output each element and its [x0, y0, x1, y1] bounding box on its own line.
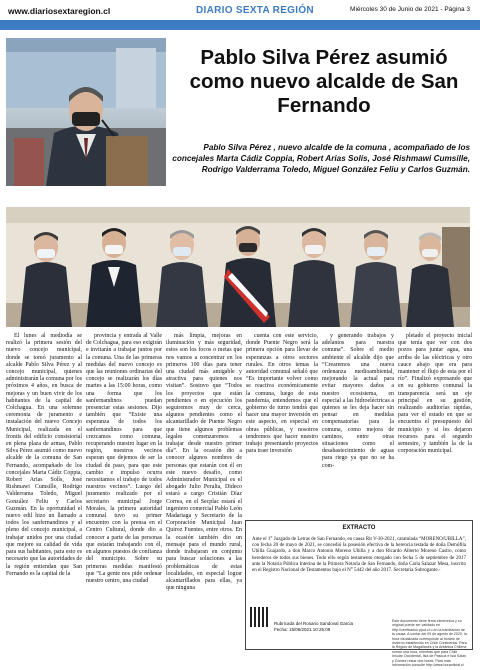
verification-note: Este documento tiene firma electrónica y su original puede ser validado en http://verificadoc.pjud.cl o en la tramitación de la causa. A contar del 09 de agosto de 2020, la hora visualizada corresponde al horario de invierno establecido en Chile Continental. Para la Región de Magallanes y la Antártica Chilena sumar una hora, mientras que para Chile Insular Occidental, Isla de Pascua e Isla Salas y Gómez restar dos horas. Para más información consulte http://www.horaoficial.cl — [392, 619, 467, 668]
qr-code-icon — [250, 607, 270, 627]
legal-notice-title: EXTRACTO — [342, 525, 376, 531]
article-column-5: y generando trabajos y adelantos para nuestra comuna”. Sobre el medio ambiente el alcalde dijo que “Crearemos una nueva ordenanza medioambiental, mejorando la actual para evitar mayores daños a nuestro ecosistema, en especial a las hidroeléctricas a quienes se les deja hacer sin pensar en medidas compensatorias para la comuna, como mejora de caminos, entre otras situaciones como el desabastecimiento de aguas para riego ya que no se ha com- — [322, 333, 394, 469]
article-column-3: más limpia, mejoras en iluminación y más seguridad, estos son los focos o metas que nos vamos a concentrar en los primeros 100 días para tener una ciudad más amigable y atractiva para quienes nos visitan”. Sostuvo que “Todos los proyectos que están pendientes o en ejecución los seguiremos muy de cerca, algunos pendientes como el alcantarillado de Puente Negro que tiene algunos problemas legales comenzaremos a trabajar desde nuestro primer día”. En la ocasión dio a conocer algunos nombres de personas que estarán con él en este nuevo desafío, como Administrador Municipal es el abogado Julio Peralta, Dideco estará a cargo Cristián Díaz Correa, en el Secplac estará el ingeniero comercial Pablo León Madariaga y Secretario de la Corporación Municipal Juan Quiroz Fuentes, entre otros. En la ocasión también dio un mensaje para el mundo rural, donde trabajaran en conjunto para buscar soluciones a las problemáticas de estas localidades, en especial lograr alcantarillados para ellas, ya que ninguna — [166, 333, 242, 592]
newspaper-brand: DIARIO SEXTA REGIÓN — [196, 5, 314, 16]
signature-block — [274, 621, 353, 632]
article-column-6: pletado el proyecto inicial que tenía que ver con dos pozos para juntar agua, una arriba de las eléctricas y otro cauce abajo que era para mantener el flujo de esta por el río”. Finalizó expresando que en su gobierno comunal la transparencia será un eje principal en su gestión, realizando auditorías rápidas, para ver el estado en que se encuentra el presupuesto del municipio y si les dejaron recursos para el segundo semestre, y también la de la corporación municipal. — [398, 333, 472, 455]
signature-date: Fecha: 15/06/2021 10:25:09 — [274, 626, 331, 632]
legal-notice-body: Ante el 1° Juzgado de Letras de San Fernando, en causa Rit V-30-2021, caratulada “MORENO/UBILLA”, con fecha 20 de mayo de 2021, se concedió la posesión efectiva de la herencia testada de doña Demófila Ubilla Guajardo, a don Marco Antonio Moreno Ubilla y a don Ricardo Alberto Moreno Castro, como herederos de todos sus bienes. Todo ello según testamento otorgado con fecha 5 de septiembre de 2017 ante la Notaría Pública Interina de la Primera Notaría de San Fernando, doña Carla Salazar Mesa, inscrito en el Registro Nacional de Testamentos bajo el N° 5442 del año 2017. Secretaria Subrogante.- — [252, 537, 466, 574]
council-group-photo — [6, 207, 470, 327]
page-header — [0, 0, 480, 36]
article-column-2: provincia y entrada al Valle de Colchagua, para eso exigirán e invitarán a trabajar juntos por la comuna. Una de las primeras medidas del nuevo concejo es que las reuniones ordinarias del concejo se realizarán los días martes a las 15:00 horas, como una forma que los sanfernandinos puedan presenciar estas sesiones. Dijo también que “Existe una esperanza de todos los sanfernandinos para que crezcamos como comuna, recuperando nuestro lugar en la región, nuestros vecinos esperan que dejemos de ser la ciudad de paso, para que este cambio e impulso ocurra necesitamos el trabajo de todos nuestros vecinos”. Luego del juramento realizado por el secretario municipal Jorge Morales, la primera autoridad comunal tuvo su primer encuentro con la prensa en el Centro Cultural, donde dio a conocer a parte de las personas que estarán trabajando con él, en algunos puestos de confianza del municipio. Sobre su primeras medidas manifestó que “La gente nos pide ordenar nuestro centro, una ciudad — [86, 333, 162, 584]
legal-notice-box — [245, 520, 473, 668]
article-column-1: El lunes al mediodía se realizó la primera sesión del nuevo concejo municipal, donde se tomó juramento al alcalde Pablo Silva Pérez y al concejo municipal, quienes administrarán la comuna por los próximos 4 años, en busca de mejoras y un buen vivir de los habitantes de la capital de Colchagua. En una solemne ceremonia de juramento e instalación del nuevo Concejo Municipal, realizada en el frontis del edificio consistorial en plena plaza de armas, Pablo Silva Pérez asumió como nuevo alcalde de la comuna de San Fernando, acompañado de los concejales Marta Cádiz Coppia, Robert Arias Solís, José Rishmawi Cumsille, Rodrigo Valderrama Toledo, Miguel González Feliu y Carlos Guzmán. En la oportunidad el nuevo edil hizo un llamado a todos los sanfernandinos y al pleno del concejo municipal, a trabajar unidos por una ciudad que mejore su calidad de vida para sus habitantes, para esto es necesario que las autoridades de la región entiendan que San Fernando es la capital de la — [6, 333, 82, 577]
header-band — [0, 20, 480, 30]
signature-name: Rubricada del Rosario Sandoval Garcia — [274, 621, 354, 626]
article-headline: Pablo Silva Pérez asumió como nuevo alcalde de San Fernando — [189, 46, 459, 117]
site-url[interactable]: www.diariosextaregion.cl — [8, 6, 111, 16]
mayor-speaking-photo — [6, 38, 166, 186]
article-column-4: cuenta con este servicio, donde Puente Negro será la primera opción para llevar de esperanzas a otros sectores rurales. En otros temas la autoridad comunal señaló que “Es importante volver como se reactiva económicamente la comuna, luego de esta pandemia, entendemos que el gobierno de turno tendrá que hacer una mayor inversión en este aspecto, en especial en obras públicas, y nosotros tendremos que hacer nuestro trabajo presentando proyectos para traer inversión — [246, 333, 318, 455]
issue-date: Miércoles 30 de Junio de 2021 - Página 3 — [350, 6, 470, 13]
photo-caption: Pablo Silva Pérez , nuevo alcalde de la comuna , acompañado de los concejales Marta Cádiz Coppia, Robert Arias Solís, José Rishmawi Cumsille, Rodrigo Valderrama Toledo, Miguel González Feliu y Carlos Guzmán. — [172, 143, 470, 174]
